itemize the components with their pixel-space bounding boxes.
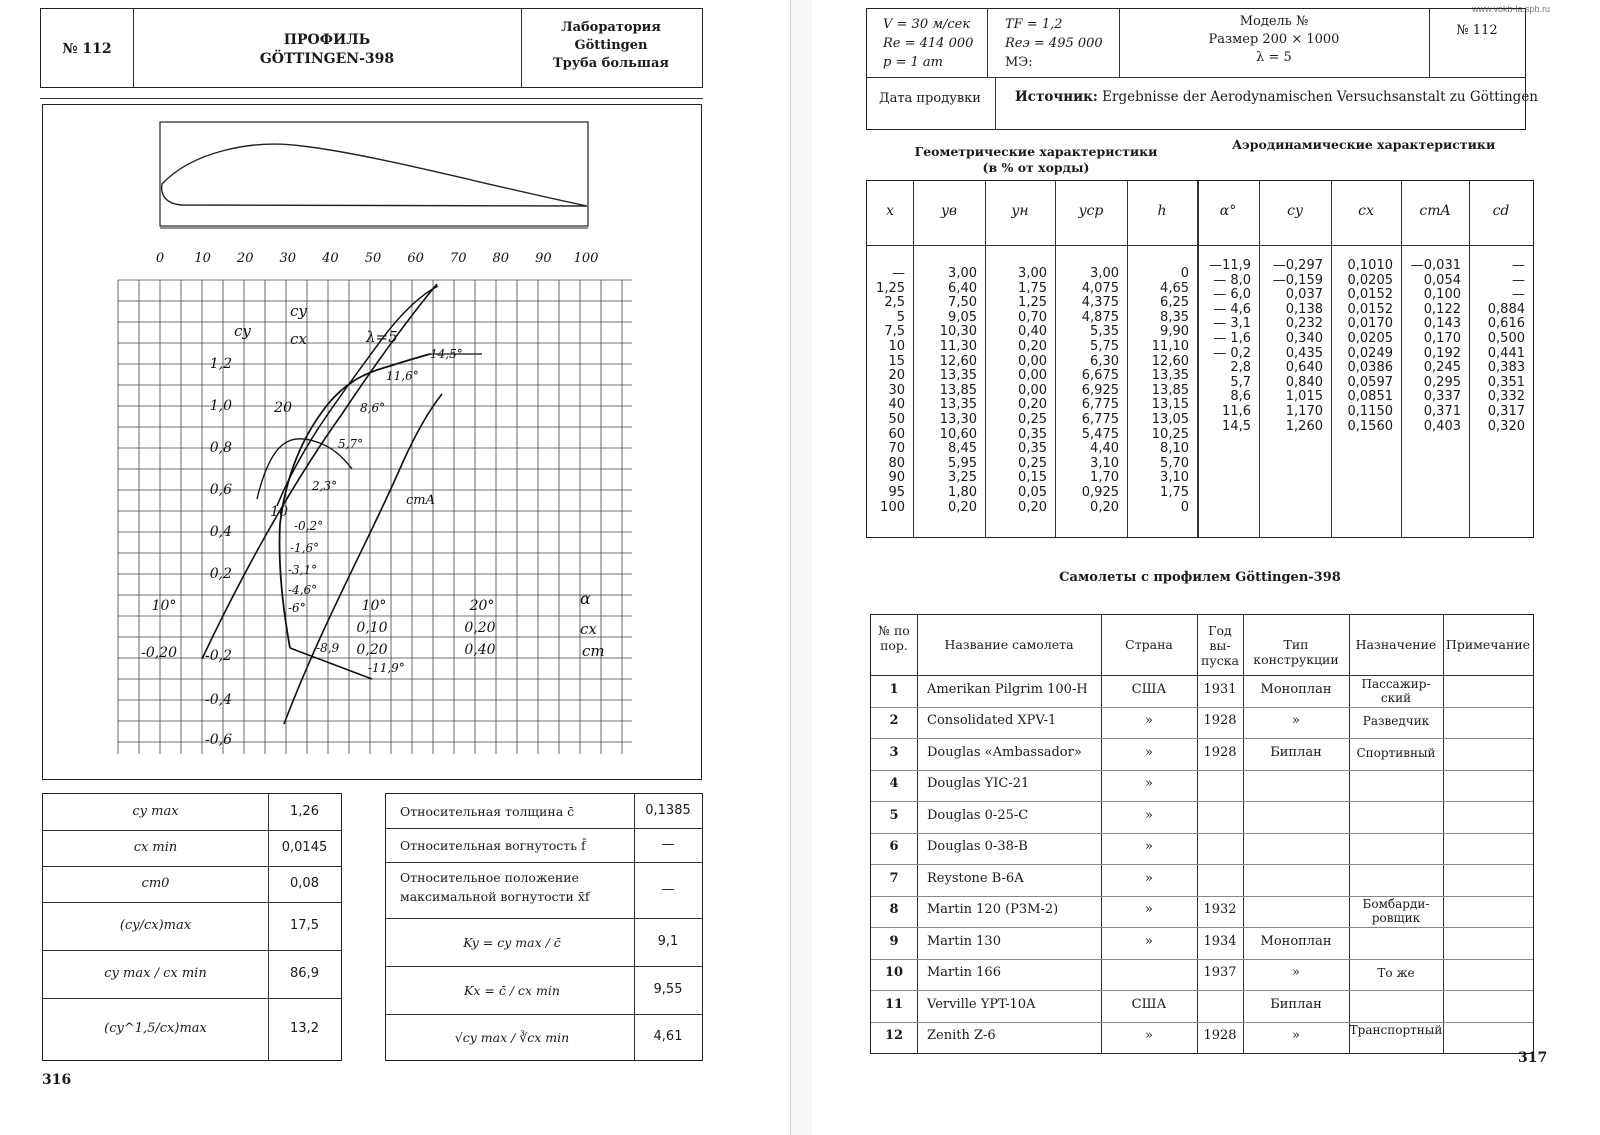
planes-title: Самолеты с профилем Göttingen-398 [1059, 570, 1341, 585]
planes-cell-type: Биплан [1270, 996, 1322, 1012]
summary-right-value: — [661, 882, 675, 897]
profile-and-polar-chart [42, 104, 702, 780]
geometry-title-line1: Геометрические характеристики [914, 144, 1158, 159]
model-lambda: λ = 5 [1256, 50, 1292, 65]
profile-tick-label: 90 [535, 251, 552, 266]
planes-cell-name: Douglas 0-38-B [927, 839, 1028, 855]
summary-right-row [386, 794, 702, 828]
planes-cell-country: » [1145, 744, 1153, 760]
summary-right-row [386, 862, 702, 918]
planes-cell-type: Моноплан [1260, 933, 1332, 949]
planes-cell-country: » [1145, 933, 1153, 949]
conditions-block [883, 15, 973, 72]
axis-cycx-bottom: cx [290, 330, 307, 348]
planes-cell-purpose: Транспортный [1349, 1023, 1443, 1038]
profile-tick-label: 20 [236, 251, 254, 266]
aero-col-cx: 0,1010 0,0205 0,0152 0,0152 0,0170 0,0205 0,0249 0,0386 0,0597 0,0851 0,1150 0,1560 [1347, 258, 1393, 434]
alpha-label: α [580, 589, 591, 608]
planes-cell-no: 11 [884, 996, 904, 1012]
planes-cell-no: 2 [889, 713, 899, 729]
planes-cell-no: 3 [889, 744, 899, 760]
planes-cell-country: » [1145, 902, 1153, 918]
cma-label: cmA [406, 493, 435, 508]
planes-cell-no: 1 [889, 681, 899, 697]
summary-left-label: (cy/cx)max [119, 918, 192, 933]
page-gutter [790, 0, 814, 1135]
planes-header-purpose: Назначение [1355, 637, 1437, 652]
planes-header-note: Примечание [1445, 637, 1531, 652]
aero-col-cy: —0,297 —0,159 0,037 0,138 0,232 0,340 0,435 0,640 0,840 1,015 1,170 1,260 [1272, 258, 1323, 434]
planes-cell-name: Martin 166 [927, 965, 1001, 981]
angle-label: 14,5° [430, 347, 463, 361]
planes-cell-country: США [1131, 681, 1167, 697]
polar-grid [118, 280, 632, 754]
summary-left-value: 0,0145 [281, 840, 328, 855]
summary-right-row [386, 966, 702, 1014]
left-header [40, 8, 703, 88]
summary-left-value: 1,26 [290, 804, 319, 819]
k-tick-label: 20 [274, 400, 292, 416]
source-label: Источник: [1015, 89, 1098, 105]
left-page-number: 316 [42, 1072, 72, 1088]
airfoil-profile [162, 144, 587, 206]
cy-tick-label: 1,2 [209, 356, 232, 372]
planes-header-year: Год вы-пуска [1201, 623, 1239, 668]
planes-cell-purpose: Пассажир-ский [1361, 676, 1431, 705]
summary-left-row [43, 950, 341, 998]
summary-right-row [386, 828, 702, 862]
summary-right-label: √cy max / ∛cx min [454, 1030, 570, 1045]
alpha-tick-label: 20° [469, 598, 495, 614]
summary-right-label: Относительная вогнутость f̄ [400, 838, 586, 853]
right-page-number: 317 [1518, 1050, 1548, 1066]
planes-header-country: Страна [1125, 637, 1173, 652]
planes-cell-no: 4 [889, 776, 899, 792]
geom-col-x: — 1,25 2,5 5 7,5 10 15 20 30 40 50 60 70 80 90 95 100 [876, 266, 905, 515]
planes-cell-name: Douglas «Ambassador» [927, 744, 1082, 760]
geometry-title [906, 144, 1166, 176]
velocity: V = 30 м/сек [883, 17, 971, 32]
aero-col-cd-header: cd [1492, 203, 1510, 219]
aero-title: Аэродинамические характеристики [1232, 137, 1496, 152]
summary-left-row [43, 866, 341, 902]
planes-cell-year: 1928 [1203, 1028, 1237, 1044]
profile-tick-label: 70 [449, 251, 467, 266]
planes-cell-name: Consolidated XPV-1 [927, 713, 1057, 729]
cx-label: cx [580, 620, 597, 638]
planes-cell-name: Martin 130 [927, 933, 1001, 949]
summary-left-value: 17,5 [290, 918, 319, 933]
planes-cell-country: » [1145, 776, 1153, 792]
angle-label: 11,6° [386, 369, 419, 383]
planes-cell-no: 8 [889, 902, 899, 918]
aero-col-cx-header: cx [1358, 203, 1374, 219]
lab-line3: Труба большая [552, 56, 670, 71]
profile-tick-label: 40 [322, 251, 339, 266]
planes-cell-name: Reystone B-6A [927, 870, 1024, 886]
profile-title-line2: GÖTTINGEN-398 [259, 51, 395, 67]
cm2-tick-label: 0,40 [464, 642, 496, 658]
summary-left-label: (cy^1,5/cx)max [104, 1021, 207, 1036]
summary-right-label: Относительная толщина c̄ [400, 804, 575, 819]
planes-cell-type: Биплан [1270, 744, 1322, 760]
planes-cell-year: 1934 [1203, 933, 1237, 949]
summary-left-row [43, 794, 341, 830]
aero-col-cma: —0,031 0,054 0,100 0,122 0,143 0,170 0,192 0,245 0,295 0,337 0,371 0,403 [1410, 258, 1461, 434]
lab-line2: Göttingen [574, 38, 648, 53]
profile-tick-label: 100 [573, 251, 599, 266]
cx-tick-label: 0,10 [356, 620, 388, 636]
planes-cell-year: 1932 [1203, 902, 1237, 918]
turbulence-block [1005, 15, 1103, 72]
cm-tick-label: 10° [151, 598, 177, 614]
right-profile-number: № 112 [1456, 23, 1498, 38]
aero-col-alpha: —11,9 — 8,0 — 6,0 — 4,6 — 3,1 — 1,6 — 0,2 2,8 5,7 8,6 11,6 14,5 [1209, 258, 1251, 434]
cy-tick-label: -0,6 [205, 732, 232, 748]
geom-col-yn: 3,00 1,75 1,25 0,70 0,40 0,20 0,00 0,00 0,00 0,20 0,25 0,35 0,35 0,25 0,15 0,05 0,20 [1018, 266, 1047, 515]
planes-cell-name: Zenith Z-6 [927, 1028, 996, 1044]
summary-left-label: cx min [133, 840, 178, 855]
summary-left-label: cy max / cx min [104, 966, 207, 981]
angle-label: -8,9 [316, 641, 340, 655]
right-page [812, 0, 1600, 1135]
aero-col-cd: — — — 0,884 0,616 0,500 0,441 0,383 0,351 0,332 0,317 0,320 [1487, 258, 1525, 434]
test-date-label: Дата продувки [879, 91, 981, 106]
planes-cell-year: 1928 [1203, 744, 1237, 760]
summary-right-value: 0,1385 [645, 803, 691, 818]
planes-cell-type: » [1292, 713, 1300, 729]
planes-cell-name: Amerikan Pilgrim 100-H [927, 681, 1088, 697]
profile-tick-label: 80 [492, 251, 510, 266]
profile-tick-label: 60 [407, 251, 424, 266]
summary-right-value: — [661, 837, 675, 852]
angle-label: 2,3° [312, 479, 338, 493]
planes-cell-year: 1928 [1203, 713, 1237, 729]
angle-label: 5,7° [338, 437, 364, 451]
left-page [0, 0, 790, 1135]
cx-tick-label: 0,20 [464, 620, 496, 636]
planes-cell-no: 10 [884, 965, 904, 981]
profile-tick-label: 10 [194, 251, 211, 266]
planes-cell-country: США [1131, 996, 1167, 1012]
planes-cell-name: Douglas 0-25-C [927, 807, 1029, 823]
planes-cell-name: Verville YPT-10A [927, 996, 1036, 1012]
watermark: www.vokb-la.spb.ru [1472, 4, 1551, 14]
planes-header-name: Название самолета [944, 637, 1074, 652]
cm2-tick-label: 0,20 [356, 642, 388, 658]
geom-col-ycp-header: yср [1078, 203, 1104, 219]
cm-tick-label: -0,20 [141, 645, 177, 661]
angle-label: -1,6° [290, 541, 320, 555]
me: МЭ: [1005, 55, 1033, 70]
geom-col-ycp: 3,00 4,075 4,375 4,875 5,35 5,75 6,30 6,675 6,925 6,775 6,775 5,475 4,40 3,10 1,70 0,925 0,20 [1081, 266, 1119, 515]
profile-tick-label: 30 [279, 251, 297, 266]
planes-cell-no: 5 [889, 807, 899, 823]
planes-cell-type: » [1292, 965, 1300, 981]
characteristics-table [866, 180, 1534, 538]
summary-left-row [43, 902, 341, 950]
planes-cell-country: » [1145, 1028, 1153, 1044]
summary-left-label: cm0 [141, 876, 170, 891]
cy-tick-label: 0,2 [209, 566, 232, 582]
pressure: p = 1 ат [883, 55, 943, 70]
geom-col-h: 0 4,65 6,25 8,35 9,90 11,10 12,60 13,35 13,85 13,15 13,05 10,25 8,10 5,70 3,10 1,75 0 [1151, 266, 1189, 515]
geometry-title-line2: (в % от хорды) [982, 160, 1090, 175]
planes-cell-country: » [1145, 807, 1153, 823]
geom-col-yv-header: yв [940, 203, 958, 219]
k-tick-label: 10 [270, 504, 288, 520]
profile-number: № 112 [62, 41, 112, 57]
summary-left-value: 86,9 [290, 966, 319, 981]
planes-cell-country: » [1145, 713, 1153, 729]
summary-right-label: Ky = cy max / c̄ [463, 935, 561, 950]
planes-header-type: Тип конструкции [1253, 637, 1339, 667]
angle-label: 8,6° [360, 401, 386, 415]
cy-tick-label: 0,8 [209, 440, 232, 456]
source-text: Ergebnisse der Aerodynamischen Versuchsanstalt zu Göttingen [1102, 89, 1539, 105]
summary-left-label: cy max [132, 804, 179, 819]
summary-right-value: 9,55 [653, 982, 683, 997]
lambda-label: λ=5 [366, 328, 398, 346]
planes-cell-name: Douglas YIC-21 [927, 776, 1030, 792]
planes-cell-type: Моноплан [1260, 681, 1332, 697]
aero-col-cy-header: cy [1287, 203, 1303, 219]
summary-right-label: Kx = c̄ / cx min [464, 983, 560, 998]
profile-title-line1: ПРОФИЛЬ [283, 32, 371, 48]
planes-cell-name: Martin 120 (P3M-2) [927, 902, 1059, 918]
planes-cell-country: » [1145, 870, 1153, 886]
model-number: Модель № [1239, 14, 1309, 29]
cy-tick-label: 0,4 [209, 524, 232, 540]
geom-col-yn-header: yн [1011, 203, 1029, 219]
angle-label: -3,1° [288, 563, 318, 577]
aero-col-alpha-header: α° [1219, 203, 1237, 219]
planes-cell-purpose: Спортивный [1356, 745, 1436, 760]
planes-cell-purpose: То же [1377, 966, 1415, 981]
summary-left-value: 0,08 [290, 876, 319, 891]
cy-tick-label: 0,6 [209, 482, 232, 498]
axis-cy-label: cy [234, 322, 251, 340]
geom-col-x-header: x [886, 203, 894, 219]
summary-right-value: 4,61 [653, 1029, 683, 1044]
aero-col-cma-header: cmA [1419, 203, 1451, 219]
planes-cell-year: 1937 [1203, 965, 1237, 981]
airfoil-profile-box [156, 122, 599, 266]
cy-tick-label: -0,2 [205, 648, 232, 664]
angle-label: -6° [288, 601, 306, 615]
profile-tick-label: 50 [364, 251, 382, 266]
reynolds: Re = 414 000 [883, 36, 974, 51]
angle-label: -4,6° [288, 583, 318, 597]
cy-cx-curve [202, 284, 437, 659]
cy-tick-label: -0,4 [205, 692, 232, 708]
planes-cell-no: 12 [884, 1028, 904, 1044]
profile-title [133, 31, 521, 69]
model-size: Размер 200 × 1000 [1208, 32, 1340, 47]
planes-header-no: № по пор. [878, 623, 910, 653]
lab-line1: Лаборатория [561, 20, 661, 35]
tf: TF = 1,2 [1005, 17, 1063, 32]
summary-left-row [43, 830, 341, 866]
planes-cell-no: 6 [889, 839, 899, 855]
planes-cell-no: 9 [889, 933, 899, 949]
planes-cell-purpose: Разведчик [1362, 714, 1430, 729]
planes-cell-country: » [1145, 839, 1153, 855]
angle-label: -0,2° [294, 519, 324, 533]
planes-cell-purpose: Бомбарди-ровщик [1362, 897, 1430, 926]
source-line [1015, 89, 1538, 105]
summary-right-label: Относительное положение максимальной вогнутости x̄f [400, 870, 590, 904]
profile-tick-label: 0 [155, 251, 165, 266]
planes-cell-year: 1931 [1203, 681, 1237, 697]
summary-right-row [386, 918, 702, 966]
summary-table-left [42, 793, 342, 1061]
summary-table-right [385, 793, 703, 1061]
geom-col-h-header: h [1157, 203, 1167, 219]
planes-cell-type: » [1292, 1028, 1300, 1044]
reynolds-eff: Reэ = 495 000 [1005, 36, 1103, 51]
axis-cycx-top: cy [290, 302, 307, 320]
summary-right-value: 9,1 [657, 934, 679, 949]
summary-left-row [43, 998, 341, 1060]
angle-label: -11,9° [368, 661, 405, 675]
geom-col-yv: 3,00 6,40 7,50 9,05 10,30 11,30 12,60 13,35 13,85 13,35 13,30 10,60 8,45 5,95 3,25 1,80 0,20 [939, 266, 977, 515]
lab-info [521, 19, 701, 73]
cy-tick-label: 1,0 [209, 398, 232, 414]
summary-left-value: 13,2 [290, 1021, 319, 1036]
summary-right-row [386, 1014, 702, 1060]
alpha-tick-label: 10° [361, 598, 387, 614]
planes-cell-no: 7 [889, 870, 899, 886]
model-block [1119, 13, 1429, 67]
planes-table [870, 614, 1534, 1054]
cm-label: cm [582, 642, 605, 660]
